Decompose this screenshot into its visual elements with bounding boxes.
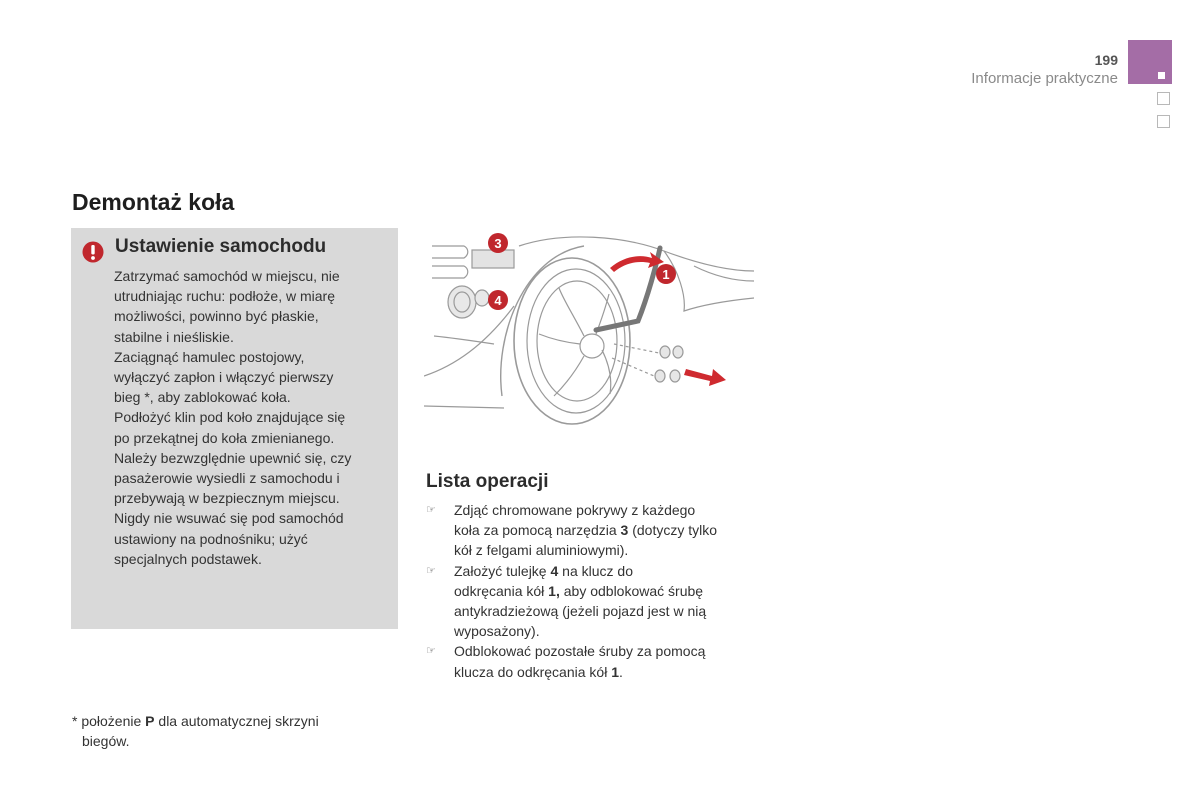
wheel-removal-illustration — [424, 226, 754, 426]
callout-label: 3 — [494, 236, 502, 251]
warning-line: utrudniając ruchu: podłoże, w miarę — [114, 288, 336, 305]
callout-1-icon — [656, 264, 676, 284]
warning-line: bieg *, aby zablokować koła. — [114, 389, 291, 406]
anti-theft-socket — [448, 286, 476, 318]
callout-label: 1 — [662, 267, 670, 282]
bolt — [655, 370, 665, 382]
warning-line: wyłączyć zapłon i włączyć pierwszy — [114, 369, 334, 386]
footnote: * położenie P dla automatycznej skrzyni biegów. — [72, 713, 319, 750]
warning-line: Podłożyć klin pod koło znajdujące się — [114, 409, 346, 426]
callout-3-icon — [488, 233, 508, 253]
list-item: ☞ Zdjąć chromowane pokrywy z każdego koła za pomocą narzędzia 3 (dotyczy tylko kół z felgami aluminiowymi). — [426, 502, 718, 559]
car-body-outline — [424, 406, 504, 408]
bolt — [673, 346, 683, 358]
hand-pointer-icon: ☞ — [426, 645, 436, 658]
wheel-hub — [580, 334, 604, 358]
callout-4-icon — [488, 290, 508, 310]
list-item: ☞ Odblokować pozostałe śruby za pomocą klucza do odkręcania kół 1. — [426, 643, 706, 680]
warning-line: Zatrzymać samochód w miejscu, nie — [114, 268, 340, 284]
operations-title: Lista operacji — [426, 471, 549, 492]
bolt — [670, 370, 680, 382]
chapter-tab-marker — [1158, 72, 1165, 79]
warning-line: przebywają w bezpiecznym miejscu. — [114, 490, 340, 507]
hubcap-tool — [432, 246, 468, 258]
warning-panel — [71, 228, 398, 629]
chapter-tab[interactable] — [1157, 92, 1170, 105]
hand-pointer-icon: ☞ — [426, 564, 436, 577]
warning-icon — [82, 241, 104, 263]
warning-line: specjalnych podstawek. — [114, 550, 262, 567]
page-number: 199 — [1094, 52, 1118, 68]
section-label: Informacje praktyczne — [971, 70, 1118, 87]
warning-line: możliwości, powinno być płaskie, — [114, 308, 319, 325]
list-item: ☞ Założyć tulejkę 4 na klucz do odkręcania kół 1, aby odblokować śrubę antykradzieżową (jeżeli pojazd jest w nią wyposażony). — [426, 562, 707, 640]
page-title: Demontaż koła — [72, 189, 235, 215]
rim — [537, 281, 617, 401]
operations-list — [426, 500, 756, 682]
tyre — [514, 258, 630, 424]
warning-title: Ustawienie samochodu — [115, 236, 327, 257]
warning-line: ustawiony na podnośniku; użyć — [114, 530, 308, 547]
bolt — [660, 346, 670, 358]
warning-line: Nigdy nie wsuwać się pod samochód — [114, 510, 344, 527]
removal-arrow — [684, 369, 726, 386]
warning-text — [114, 266, 389, 569]
hand-pointer-icon: ☞ — [426, 504, 436, 516]
warning-line: pasażerowie wysiedli z samochodu i — [114, 470, 340, 487]
warning-line: Zaciągnąć hamulec postojowy, — [114, 348, 305, 365]
warning-line: stabilne i nieśliskie. — [114, 328, 234, 345]
warning-line: Należy bezwzględnie upewnić się, czy — [114, 449, 352, 466]
chapter-tab[interactable] — [1157, 115, 1170, 128]
warning-line: po przekątnej do koła zmienianego. — [114, 429, 335, 446]
chapter-tab-active[interactable] — [1128, 40, 1172, 84]
callout-label: 4 — [494, 293, 502, 308]
